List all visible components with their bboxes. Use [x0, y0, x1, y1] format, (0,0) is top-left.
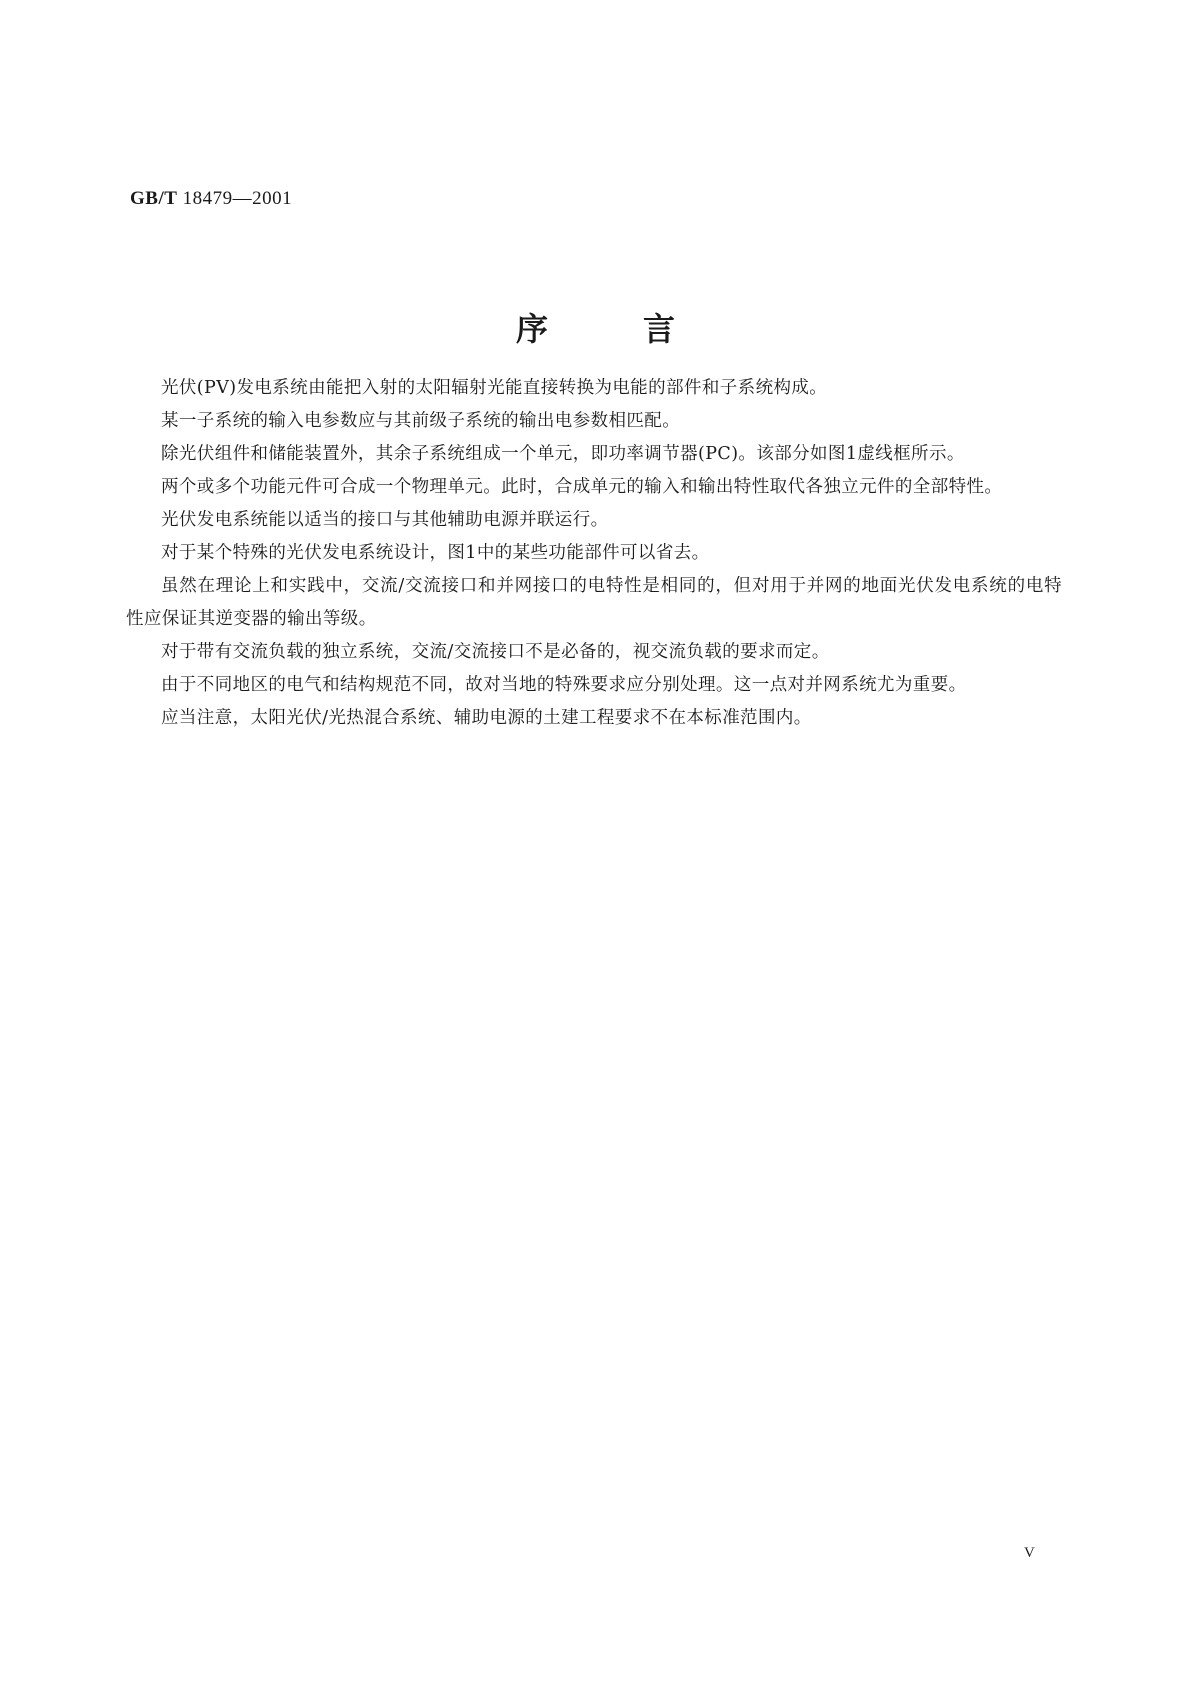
paragraph: 光伏发电系统能以适当的接口与其他辅助电源并联运行。 — [161, 510, 609, 530]
paragraph: 应当注意，太阳光伏/光热混合系统、辅助电源的土建工程要求不在本标准范围内。 — [161, 708, 812, 728]
paragraph: 除光伏组件和储能装置外，其余子系统组成一个单元，即功率调节器(PC)。该部分如图1虚线框所示。 — [161, 444, 965, 464]
title-char-2: 言 — [643, 310, 676, 348]
paragraph: 对于带有交流负载的独立系统，交流/交流接口不是必备的，视交流负载的要求而定。 — [161, 642, 830, 662]
title-char-1: 序 — [515, 310, 548, 348]
paragraph: 虽然在理论上和实践中，交流/交流接口和并网接口的电特性是相同的，但对用于并网的地面光伏发电系统的电特性应保证其逆变器的输出等级。 — [126, 576, 1062, 629]
standard-prefix: GB/T — [130, 188, 178, 209]
paragraph: 某一子系统的输入电参数应与其前级子系统的输出电参数相匹配。 — [161, 411, 681, 431]
standard-code — [130, 188, 292, 210]
standard-number: 18479—2001 — [182, 188, 293, 209]
paragraph: 由于不同地区的电气和结构规范不同，故对当地的特殊要求应分别处理。这一点对并网系统尤为重要。 — [161, 675, 967, 695]
page-title — [0, 304, 1191, 350]
paragraph: 对于某个特殊的光伏发电系统设计，图1中的某些功能部件可以省去。 — [161, 543, 710, 563]
paragraph: 两个或多个功能元件可合成一个物理单元。此时，合成单元的输入和输出特性取代各独立元件的全部特性。 — [161, 477, 1003, 497]
paragraph: 光伏(PV)发电系统由能把入射的太阳辐射光能直接转换为电能的部件和子系统构成。 — [161, 378, 828, 398]
foreword-body — [126, 372, 1062, 735]
page-number: V — [1024, 1545, 1035, 1561]
